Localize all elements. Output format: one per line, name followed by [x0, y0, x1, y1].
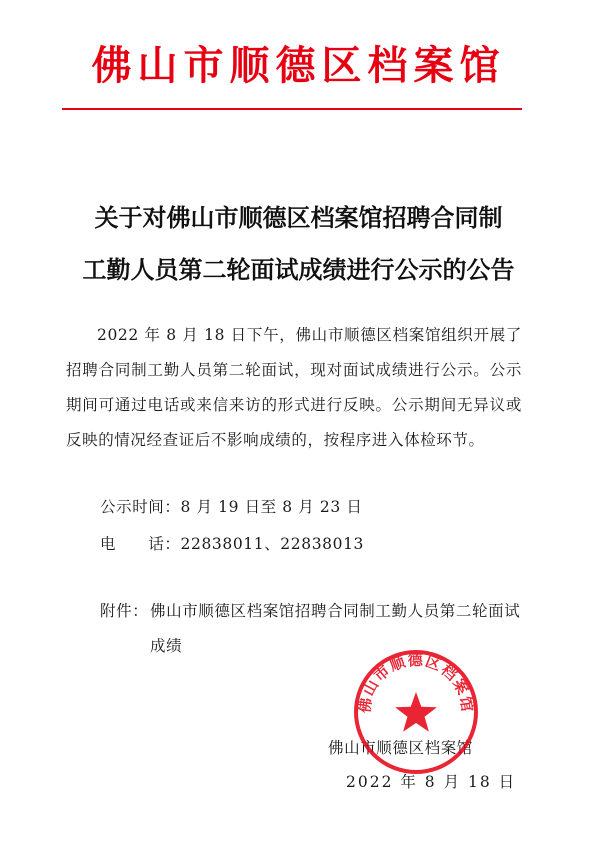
- attachment-text: 佛山市顺德区档案馆招聘合同制工勤人员第二轮面试成绩: [150, 602, 521, 655]
- title-line-2: 工勤人员第二轮面试成绩进行公示的公告: [82, 255, 515, 284]
- period-value: 8 月 19 日至 8 月 23 日: [180, 498, 363, 516]
- phone-label: 电 话：: [100, 535, 181, 553]
- period-label: 公示时间：: [100, 498, 181, 516]
- seal-star-icon: [395, 692, 437, 732]
- body-text: [66, 318, 522, 458]
- official-seal: [352, 648, 480, 776]
- contact-phone: [100, 532, 364, 554]
- signature-date: 2022 年 8 月 18 日: [346, 773, 517, 791]
- announcement-period: [100, 495, 362, 517]
- body-paragraph: 2022 年 8 月 18 日下午，佛山市顺德区档案馆组织开展了招聘合同制工勤人员第二轮面试，现对面试成绩进行公示。公示期间可通过电话或来信来访的形式进行反映。公示期间无异议或反映的情况经查证后不影响成绩的，按程序进入体检环节。: [66, 326, 522, 449]
- letterhead-divider: [62, 108, 522, 110]
- seal-text: 佛山市顺德区档案馆: [355, 651, 477, 715]
- phone-value: 22838011、22838013: [180, 535, 365, 553]
- signature-org: 佛山市顺德区档案馆: [328, 739, 473, 757]
- title-line-1: 关于对佛山市顺德区档案馆招聘合同制: [94, 203, 503, 232]
- attachment-label: 附件：: [100, 602, 149, 620]
- document-title: [40, 192, 557, 296]
- letterhead-title: 佛山市顺德区档案馆: [91, 43, 506, 89]
